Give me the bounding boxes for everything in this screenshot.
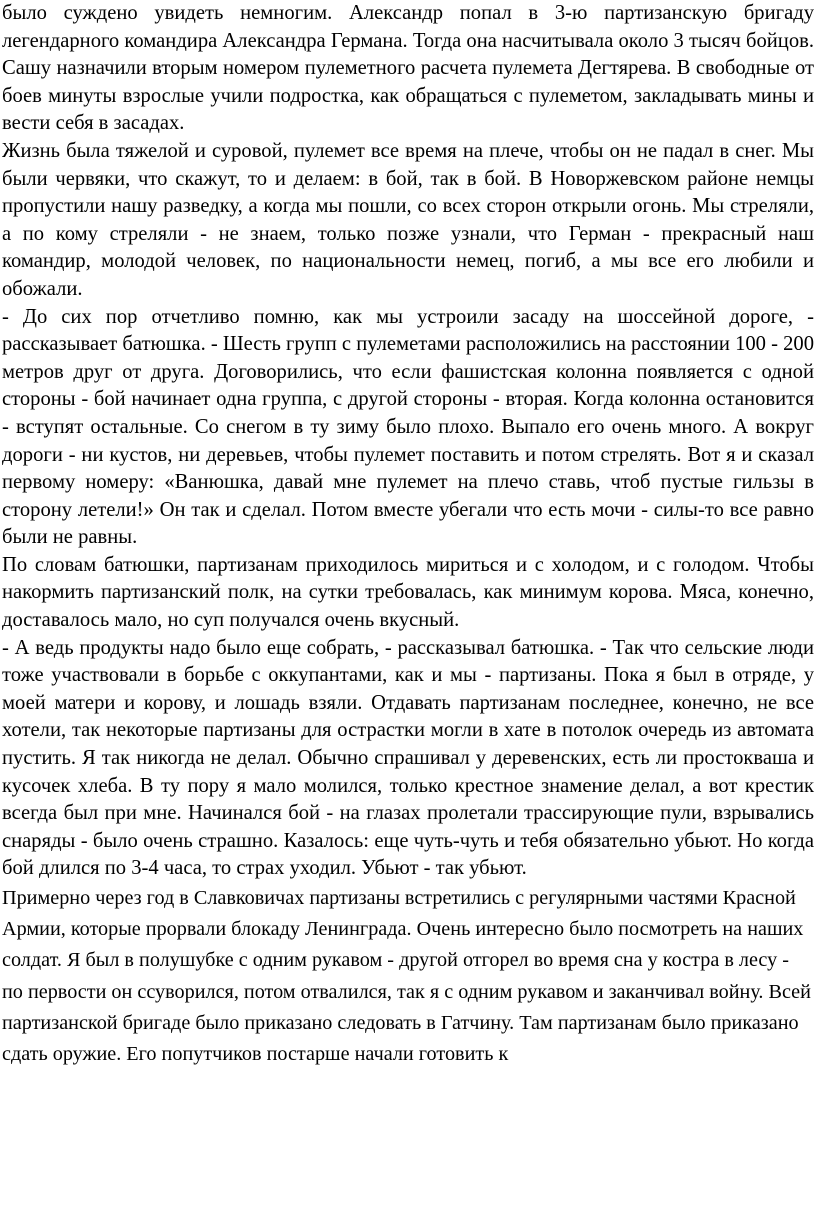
paragraph-4: По словам батюшки, партизанам приходилось мириться и с холодом, и с голодом. Чтобы накормить партизанский полк, на сутки требовалась, как минимум корова. Мяса, конечно, доставалось мало, но суп получался очень вкусный.	[2, 553, 814, 632]
document-page	[2, 0, 814, 1070]
paragraph-6: Примерно через год в Славковичах партизаны встретились с регулярными частями Красной Армии, которые прорвали блокаду Ленинграда. Очень интересно было посмотреть на наших солдат. Я был в полушубке с одним рукавом - другой отгорел во время сна у костра в лесу - по первости он ссуворился, потом отвалился, так я с одним рукавом и заканчивал войну. Всей партизанской бригаде было приказано следовать в Гатчину. Там партизанам было приказано сдать оружие. Его попутчиков постарше начали готовить к	[2, 887, 811, 1066]
paragraph-3: - До сих пор отчетливо помню, как мы устроили засаду на шоссейной дороге, - рассказывает батюшка. - Шесть групп с пулеметами расположились на расстоянии 100 - 200 метров друг от друга. Договорились, что если фашистская колонна появляется с одной стороны - бой начинает одна группа, с другой стороны - вторая. Когда колонна остановится - вступят остальные. Со снегом в ту зиму было плохо. Выпало его очень много. А вокруг дороги - ни кустов, ни деревьев, чтобы пулемет поставить и потом стрелять. Вот я и сказал первому номеру: «Ванюшка, давай мне пулемет на плечо ставь, чтоб пустые гильзы в сторону летели!» Он так и сделал. Потом вместе убегали что есть мочи - силы-то все равно были не равны.	[2, 305, 815, 549]
paragraph-5: - А ведь продукты надо было еще собрать, - рассказывал батюшка. - Так что сельские люди тоже участвовали в борьбе с оккупантами, как и мы - партизаны. Пока я был в отряде, у моей матери и корову, и лошадь взяли. Отдавать партизанам последнее, конечно, не все хотели, так некоторые партизаны для острастки могли в хате в потолок очередь из автомата пустить. Я так никогда не делал. Обычно спрашивал у деревенских, есть ли простокваша и кусочек хлеба. В ту пору я мало молился, только крестное знамение делал, а вот крестик всегда был при мне. Начинался бой - на глазах пролетали трассирующие пули, взрывались снаряды - было очень страшно. Казалось: еще чуть-чуть и тебя обязательно убьют. Но когда бой длился по 3-4 часа, то страх уходил. Убьют - так убьют.	[2, 636, 814, 880]
paragraph-1: было суждено увидеть немногим. Александр попал в 3-ю партизанскую бригаду легендарного командира Александра Германа. Тогда она насчитывала около 3 тысяч бойцов. Сашу назначили вторым номером пулеметного расчета пулемета Дегтярева. В свободные от боев минуты взрослые учили подростка, как обращаться с пулеметом, закладывать мины и вести себя в засадах.	[2, 2, 814, 135]
paragraph-2: Жизнь была тяжелой и суровой, пулемет все время на плече, чтобы он не падал в снег. Мы были червяки, что скажут, то и делаем: в бой, так в бой. В Новоржевском районе немцы пропустили нашу разведку, а когда мы пошли, со всех сторон открыли огонь. Мы стреляли, а по кому стреляли - не знаем, только позже узнали, что Герман - прекрасный наш командир, молодой человек, по национальности немец, погиб, а мы все его любили и обожали.	[2, 139, 814, 300]
